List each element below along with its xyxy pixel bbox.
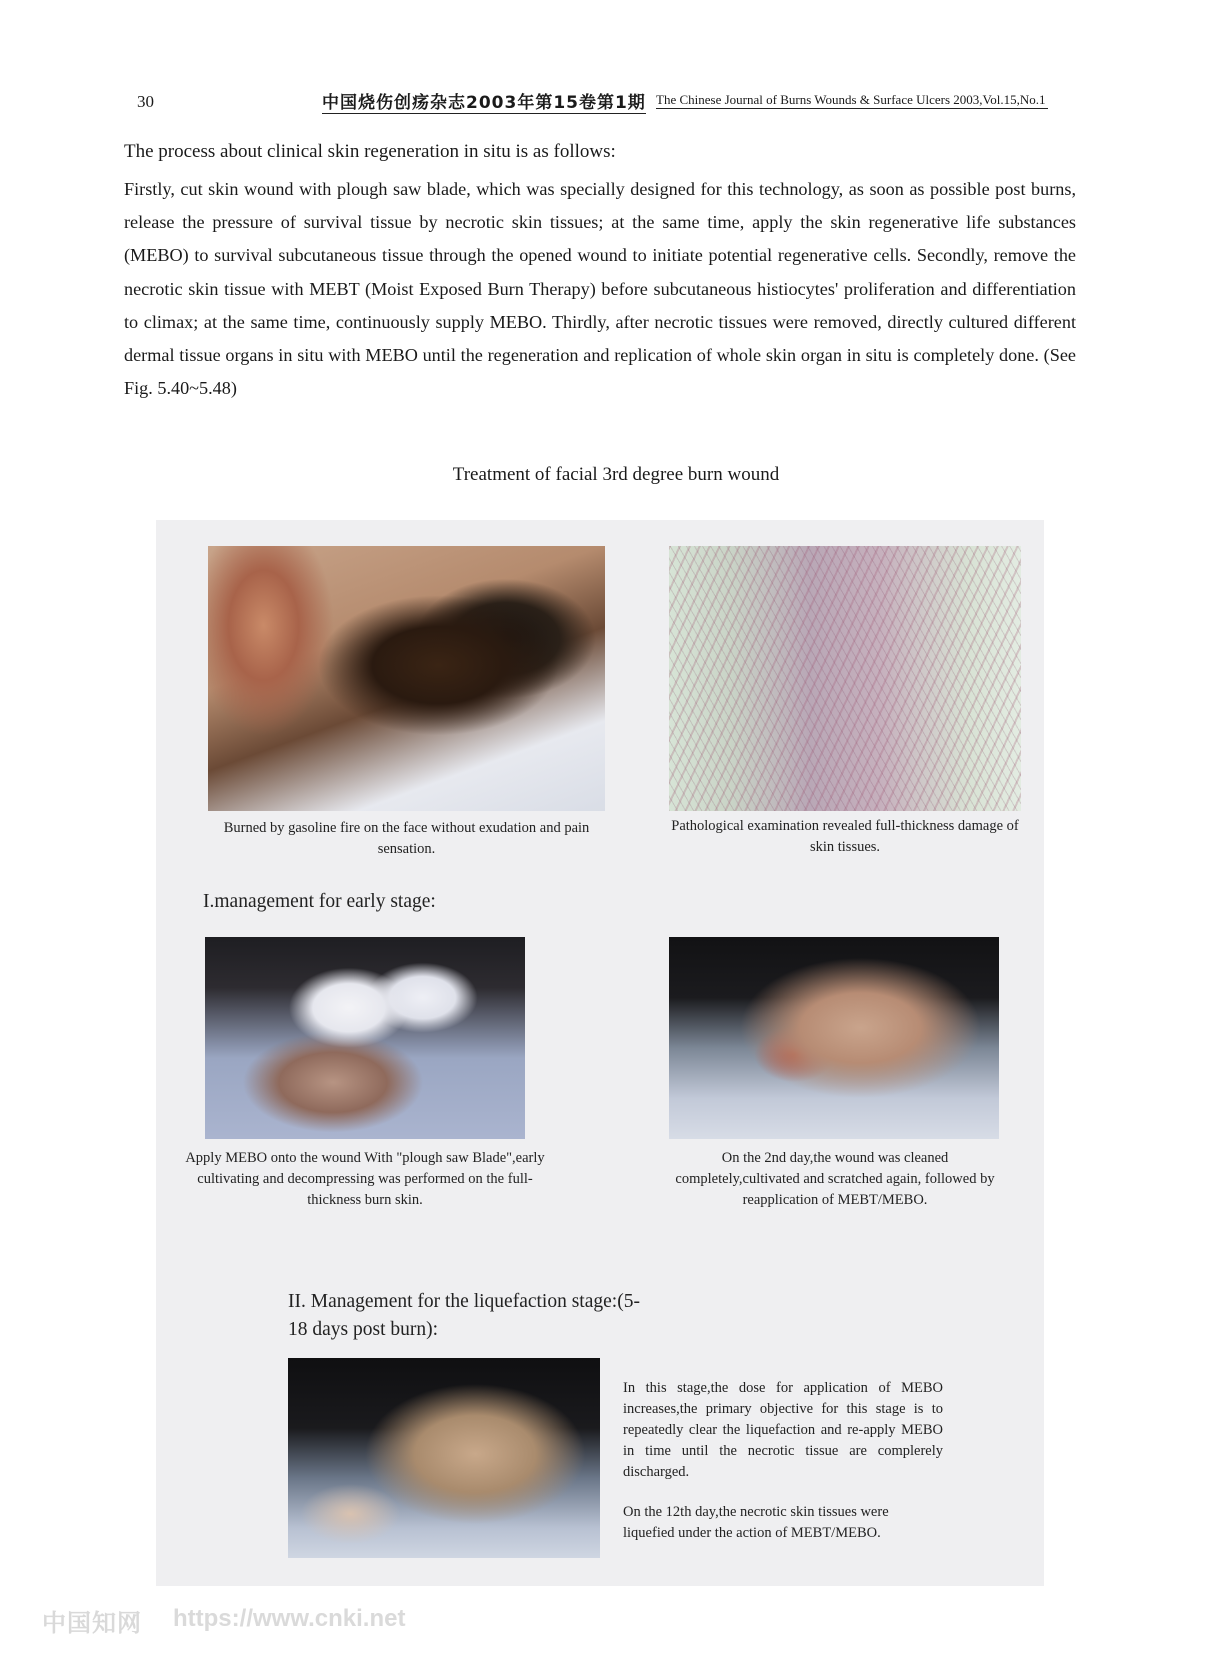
intro-line: The process about clinical skin regeneration in situ is as follows:	[124, 141, 616, 162]
twelfth-day-note: On the 12th day,the necrotic skin tissues were liquefied under the action of MEBT/MEBO.	[623, 1504, 889, 1541]
caption-apply-mebo: Apply MEBO onto the wound With "plough saw Blade",early cultivating and decompressing was performed on the full-thickness burn skin.	[185, 1150, 545, 1208]
photo-apply-mebo	[205, 937, 525, 1139]
caption-second-day: On the 2nd day,the wound was cleaned completely,cultivated and scratched again, followed by reapplication of MEBT/MEBO.	[675, 1150, 995, 1208]
journal-title-chinese: 中国烧伤创疡杂志2003年第15卷第1期	[322, 88, 646, 114]
heading-liquefaction-stage: II. Management for the liquefaction stage:(5-18 days post burn):	[288, 1291, 640, 1340]
heading-early-stage: I.management for early stage:	[203, 891, 436, 912]
page-number: 30	[137, 92, 154, 111]
figure-title: Treatment of facial 3rd degree burn wound	[452, 464, 780, 485]
photo-second-day	[669, 937, 999, 1139]
photo-liquefaction	[288, 1358, 600, 1558]
photo-facial-burn	[208, 546, 605, 811]
caption-facial-burn: Burned by gasoline fire on the face without exudation and pain sensation.	[223, 820, 590, 857]
watermark-cnki-logo: 中国知网	[42, 1609, 142, 1637]
watermark-url: https://www.cnki.net	[173, 1605, 406, 1632]
body-paragraph: Firstly, cut skin wound with plough saw blade, which was specially designed for this technology, as soon as possible post burns, release the pressure of survival tissue by necrotic skin tissues; at the same time, apply the skin regenerative life substances (MEBO) to survival subcutaneous tissue through the opened wound to initiate potential regenerative cells. Secondly, remove the necrotic skin tissue with MEBT (Moist Exposed Burn Therapy) before subcutaneous histiocytes' proliferation and differentiation to climax; at the same time, continuously supply MEBO. Thirdly, after necrotic tissues were removed, directly cultured different dermal tissue organs in situ with MEBO until the regeneration and replication of whole skin organ in situ is completely done. (See Fig. 5.40~5.48)	[124, 179, 1076, 399]
caption-pathology: Pathological examination revealed full-thickness damage of skin tissues.	[671, 818, 1019, 855]
photo-pathology-slide	[669, 546, 1021, 811]
journal-title-english: The Chinese Journal of Burns Wounds & Surface Ulcers 2003,Vol.15,No.1	[656, 92, 1046, 107]
liquefaction-description: In this stage,the dose for application of MEBO increases,the primary objective for this stage is to repeatedly clear the liquefaction and re-apply MEBO in time until the necrotic tissue are complerely discharged.	[623, 1380, 943, 1480]
